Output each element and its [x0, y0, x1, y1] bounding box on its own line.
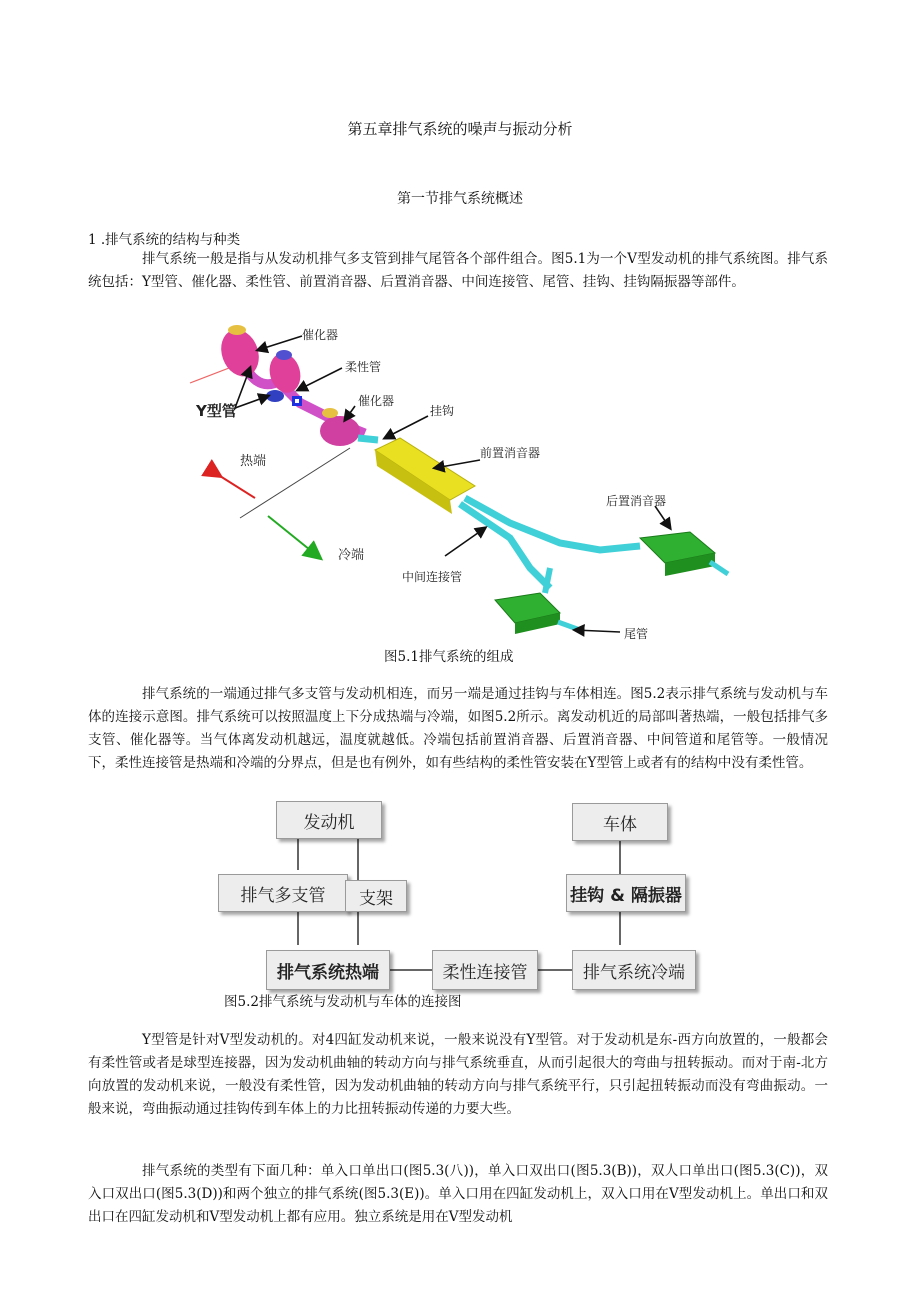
box-hot-end: 排气系统热端 [266, 950, 390, 990]
exhaust-system-figure [180, 318, 740, 644]
connection-diagram [0, 795, 920, 995]
label-hot-end: 热端 [240, 454, 267, 469]
label-front-muffler: 前置消音器 [480, 446, 541, 460]
label-catalyst-top: 催化器 [302, 328, 339, 342]
subsection-heading: 1 .排气系统的结构与种类 [88, 232, 241, 248]
box-flex-connector: 柔性连接管 [432, 950, 538, 990]
label-tail-pipe: 尾管 [624, 627, 649, 641]
figure-5-2-caption: 图5.2排气系统与发动机与车体的连接图 [224, 994, 462, 1010]
section-title: 第一节排气系统概述 [397, 191, 523, 207]
box-body: 车体 [572, 803, 668, 841]
box-exhaust-manifold: 排气多支管 [218, 874, 348, 912]
paragraph-2: 排气系统的一端通过排气多支管与发动机相连，而另一端是通过挂钩与车体相连。图5.2表示排气系统与发动机与车体的连接示意图。排气系统可以按照温度上下分成热端与冷端，如图5.2所示。离发动机近的局部叫著热端，一般包括排气多支管、催化器等。当气体离发动机越远，温度就越低。冷端包括前置消音器、后置消音器、中间管道和尾管等。一般情况下，柔性连接管是热端和冷端的分界点，但是也有例外，如有些结构的柔性管安装在Y型管上或者有的结构中没有柔性管。 [88, 686, 828, 771]
label-middle-pipe: 中间连接管 [402, 570, 463, 584]
paragraph-3: Y型管是针对V型发动机的。对4四缸发动机来说，一般来说没有Y型管。对于发动机是东-西方向放置的，一般都会有柔性管或者是球型连接器，因为发动机曲轴的转动方向与排气系统垂直，从而引起很大的弯曲与扭转振动。而对于南-北方向放置的发动机来说，一般没有柔性管，因为发动机曲轴的转动方向与排气系统平行，只引起扭转振动而没有弯曲振动。一般来说，弯曲振动通过挂钩传到车体上的力比扭转振动传递的力要大些。 [88, 1032, 828, 1117]
label-hanger: 挂钩 [430, 404, 455, 418]
label-flex-pipe: 柔性管 [345, 360, 382, 374]
label-cold-end: 冷端 [338, 548, 365, 563]
box-cold-end: 排气系统冷端 [572, 950, 696, 990]
chapter-title: 第五章排气系统的噪声与振动分析 [347, 120, 573, 138]
box-bracket: 支架 [345, 880, 407, 912]
box-hanger-isolator: 挂钩 & 隔振器 [566, 874, 686, 912]
paragraph-4: 排气系统的类型有下面几种：单入口单出口(图5.3(八))，单入口双出口(图5.3(B))，双人口单出口(图5.3(C))，双入口双出口(图5.3(D))和两个独立的排气系统(图5.3(E))。单入口用在四缸发动机上，双入口用在V型发动机上。单出口和双出口在四缸发动机和V型发动机上都有应用。独立系统是用在V型发动机 [88, 1163, 829, 1225]
label-rear-muffler: 后置消音器 [606, 494, 667, 508]
paragraph-1: 排气系统一般是指与从发动机排气多支管到排气尾管各个部件组合。图5.1为一个V型发动机的排气系统图。排气系统包括：Y型管、催化器、柔性管、前置消音器、后置消音器、中间连接管、尾管、挂钩、挂钩隔振器等部件。 [88, 251, 828, 290]
figure-5-1-caption: 图5.1排气系统的组成 [384, 649, 514, 665]
box-engine: 发动机 [276, 801, 382, 839]
exhaust-system-illustration [180, 318, 740, 644]
label-y-pipe: Y型管 [196, 402, 237, 420]
label-catalyst-mid: 催化器 [358, 394, 395, 408]
